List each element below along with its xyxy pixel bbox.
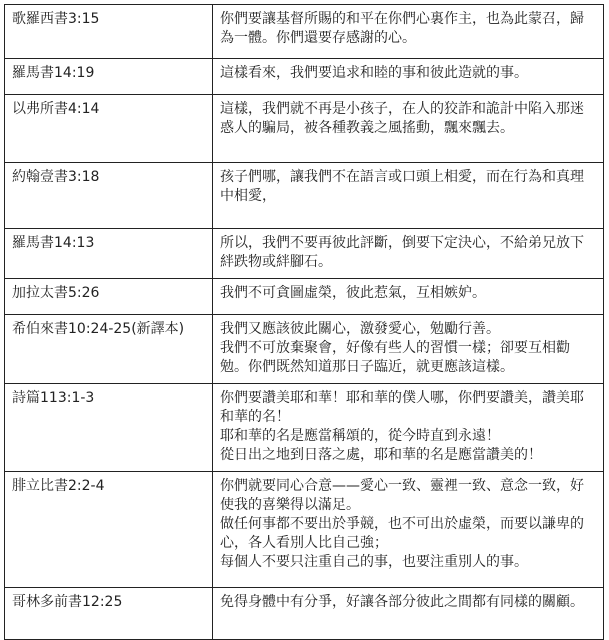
verse-reference: 加拉太書5:26 <box>5 279 213 315</box>
table-row <box>5 95 604 163</box>
verse-line: 做任何事都不要出於爭競，也不可出於虛榮，而要以謙卑的心，各人看別人比自己強； <box>220 516 584 551</box>
verse-line: 你們要讚美耶和華！耶和華的僕人哪，你們要讚美，讚美耶和華的名！ <box>220 390 584 425</box>
verse-line: 從日出之地到日落之處，耶和華的名是應當讚美的！ <box>220 447 542 463</box>
verse-line: 我們又應該彼此關心，激發愛心，勉勵行善。 <box>220 321 500 337</box>
table-row <box>5 384 604 472</box>
verse-text <box>213 229 604 279</box>
verse-line: 你們要讓基督所賜的和平在你們心裏作主，也為此蒙召，歸為一體。你們還要存感謝的心。 <box>220 11 584 46</box>
table-row <box>5 5 604 59</box>
verse-line: 免得身體中有分爭，好讓各部分彼此之間都有同樣的關顧。 <box>220 594 584 610</box>
table-row <box>5 472 604 588</box>
verse-text <box>213 95 604 163</box>
verse-line: 耶和華的名是應當稱頌的，從今時直到永遠！ <box>220 428 500 444</box>
verse-line: 我們不可貪圖虛榮，彼此惹氣，互相嫉妒。 <box>220 285 486 301</box>
verse-text <box>213 59 604 95</box>
table-row <box>5 163 604 229</box>
verse-text <box>213 315 604 384</box>
table-row <box>5 279 604 315</box>
verse-line: 所以，我們不要再彼此評斷，倒要下定決心，不給弟兄放下絆跌物或絆腳石。 <box>220 235 584 270</box>
table-row <box>5 229 604 279</box>
table-row <box>5 59 604 95</box>
verse-line: 我們不可放棄聚會，好像有些人的習慣一樣；卻要互相勸勉。你們既然知道那日子臨近，就更應該這樣。 <box>220 340 570 375</box>
table-row <box>5 588 604 640</box>
verse-line: 這樣，我們就不再是小孩子，在人的狡詐和詭計中陷入那迷惑人的騙局，被各種教義之風搖動，飄來飄去。 <box>220 101 584 136</box>
verse-reference: 以弗所書4:14 <box>5 95 213 163</box>
verse-reference: 詩篇113:1-3 <box>5 384 213 472</box>
verse-line: 孩子們哪，讓我們不在語言或口頭上相愛，而在行為和真理中相愛， <box>220 169 584 204</box>
table-row <box>5 315 604 384</box>
verse-table-body <box>5 5 604 640</box>
verse-text <box>213 163 604 229</box>
verse-line: 這樣看來，我們要追求和睦的事和彼此造就的事。 <box>220 65 528 81</box>
verse-text <box>213 472 604 588</box>
verse-text <box>213 5 604 59</box>
verse-reference: 歌羅西書3:15 <box>5 5 213 59</box>
verse-reference: 羅馬書14:13 <box>5 229 213 279</box>
verse-reference: 哥林多前書12:25 <box>5 588 213 640</box>
verse-line: 每個人不要只注重自己的事，也要注重別人的事。 <box>220 554 528 570</box>
verse-text <box>213 384 604 472</box>
verse-reference: 約翰壹書3:18 <box>5 163 213 229</box>
verse-table <box>4 4 604 640</box>
verse-reference: 希伯來書10:24-25(新譯本) <box>5 315 213 384</box>
verse-reference: 羅馬書14:19 <box>5 59 213 95</box>
verse-line: 你們就要同心合意——愛心一致、靈裡一致、意念一致，好使我的喜樂得以滿足。 <box>220 478 584 513</box>
verse-reference: 腓立比書2:2-4 <box>5 472 213 588</box>
verse-text <box>213 279 604 315</box>
verse-text <box>213 588 604 640</box>
